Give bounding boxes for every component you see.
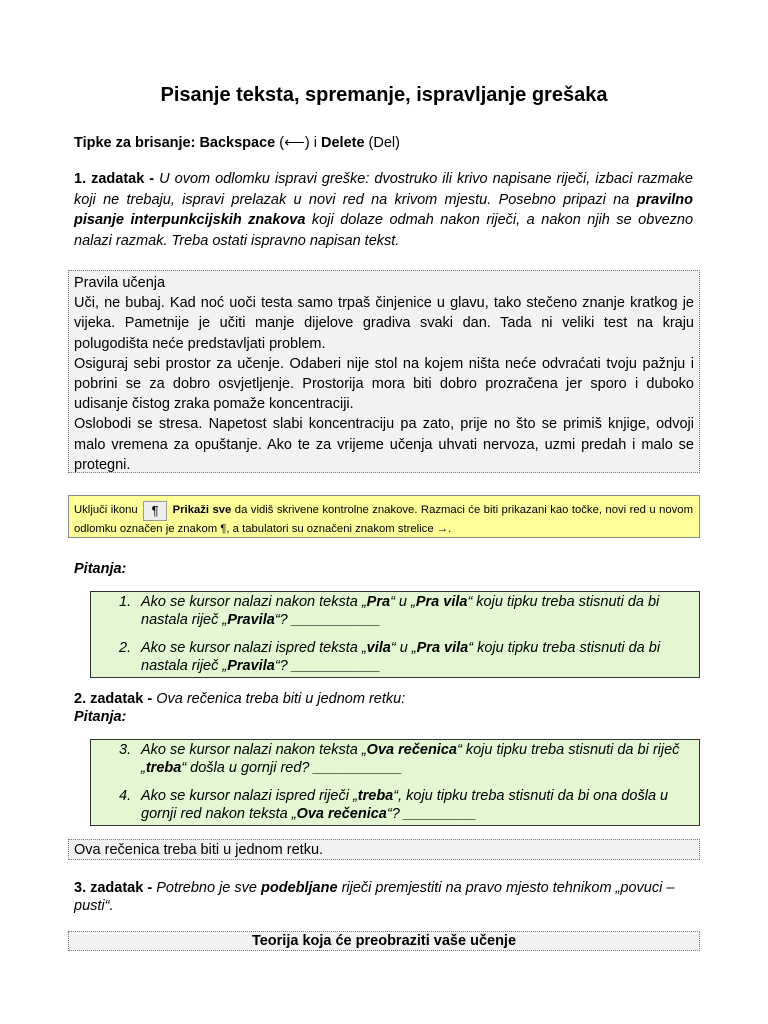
task2-text: Ova rečenica treba biti u jednom retku: — [156, 691, 406, 707]
question-text: “ u „ — [390, 594, 416, 610]
question-text: “ u „ — [390, 640, 417, 656]
question-text: Ako se kursor nalazi nakon teksta „ — [141, 742, 367, 758]
question-number: 4. — [119, 788, 132, 804]
delete-symbol: (Del) — [364, 135, 400, 151]
rules-paragraph: Osiguraj sebi prostor za učenje. Odaberi nije stol na kojem ništa neće odvraćati tvoju pažnju i pobrini se za dobro osvjetljenje. Prostorija mora biti dobro prozračena jer sporo i duboko udisanje čistog zraka pomaže koncentraciji. — [74, 355, 694, 413]
question-item — [91, 639, 691, 675]
task1-label: 1. zadatak - — [74, 171, 160, 187]
task2-instructions — [74, 690, 405, 726]
question-item — [91, 593, 691, 629]
task1-text-a: U ovom odlomku ispravi greške: dvostruko ili krivo napisane riječi, izbaci razmake koji ne trebaju, ispravi prelazak u novi red na krivom mjestu. Posebno pripazi na — [74, 171, 693, 208]
question-text: “ koju tipku treba stisnuti da bi riječ „ — [141, 742, 680, 776]
task3-instructions — [74, 879, 694, 915]
show-all-tip-box — [68, 495, 700, 538]
task2-label: 2. zadatak - — [74, 691, 157, 707]
question-emphasis: Ova rečenica — [296, 806, 387, 822]
theory-title-box[interactable]: Teorija koja će preobraziti vaše učenje — [68, 931, 700, 951]
question-emphasis: Pra — [366, 594, 391, 610]
task1-emphasis: pravilno pisanje interpunkcijskih znakova — [74, 191, 693, 228]
question-emphasis: Ova rečenica — [366, 742, 457, 758]
question-text: “ koju tipku treba stisnuti da bi nastala riječ „ — [141, 640, 661, 674]
answer-blank: “? ___________ — [274, 658, 381, 674]
question-emphasis: Pravila — [227, 658, 275, 674]
questions-label-2: Pitanja: — [74, 709, 127, 725]
page-title: Pisanje teksta, spremanje, ispravljanje grešaka — [160, 84, 608, 106]
delete-keys-line — [74, 133, 400, 153]
question-emphasis: treba — [145, 760, 182, 776]
delete-key-label: Delete — [321, 135, 365, 151]
question-emphasis: treba — [357, 788, 394, 804]
rules-paragraph: Uči, ne bubaj. Kad noć uoči testa samo trpaš činjenice u glavu, tako stečeno znanje kratkog je vijeka. Pametnije je učiti manje dijelove gradiva svaki dan. Tada ni veliki test na kraju polugodišta neće predstavljati problem. — [74, 295, 694, 352]
task1-instructions — [74, 169, 693, 251]
question-number: 3. — [119, 742, 132, 758]
question-text: Ako se kursor nalazi ispred teksta „ — [141, 640, 367, 656]
answer-blank: “ došla u gornji red? ___________ — [181, 760, 403, 776]
questions-box-1 — [90, 591, 700, 678]
question-emphasis: Pravila — [227, 612, 275, 628]
answer-blank: “? ___________ — [274, 612, 381, 628]
show-all-button-name: Prikaži sve — [172, 504, 232, 516]
question-item — [91, 741, 691, 777]
question-item — [91, 787, 691, 823]
question-number: 2. — [119, 640, 132, 656]
question-text: “, koju tipku treba stisnuti da bi ona došla u gornji red nakon teksta „ — [141, 788, 669, 822]
keys-and: i — [309, 135, 321, 151]
backspace-key-label: Backspace — [199, 135, 276, 151]
question-emphasis: Pra vila — [416, 640, 469, 656]
question-emphasis: Pra vila — [415, 594, 468, 610]
question-text: Ako se kursor nalazi nakon teksta „ — [141, 594, 367, 610]
answer-blank: “? _________ — [386, 806, 477, 822]
rules-heading: Pravila učenja — [74, 275, 166, 291]
questions-label-1: Pitanja: — [74, 561, 127, 577]
question-text: “ koju tipku treba stisnuti da bi nastala riječ „ — [141, 594, 660, 628]
pilcrow-icon[interactable]: ¶ — [143, 501, 167, 521]
questions-box-2 — [90, 739, 700, 826]
question-emphasis: vila — [366, 640, 391, 656]
tip-text-b: da vidiš skrivene kontrolne znakove. Razmaci će biti prikazani kao točke, novi red u novom odlomku označen je znakom ¶, a tabulatori su označeni znakom strelice →. — [74, 504, 693, 535]
task3-text-b: riječi premjestiti na pravo mjesto tehnikom „povuci – pusti“. — [74, 880, 675, 914]
task3-label: 3. zadatak - — [74, 880, 157, 896]
learning-rules-box[interactable] — [68, 270, 700, 473]
question-number: 1. — [119, 594, 132, 610]
tip-text-a: Uključi ikonu — [74, 504, 142, 516]
keys-lead: Tipke za brisanje: — [74, 135, 200, 151]
task1-text-b: koji dolaze odmah nakon riječi, a nakon njih se obvezno nalazi razmak. Treba ostati ispravno napisan tekst. — [74, 212, 694, 249]
backspace-symbol: (⟵) — [275, 135, 310, 151]
rules-paragraph: Oslobodi se stresa. Napetost slabi koncentraciju pa zato, prije no što se primiš knjige, odvoji malo vremena za opuštanje. Ako te za vrijeme učenja uhvati nervoza, uzmi predah i malo se protegni. — [74, 416, 694, 473]
task3-emphasis: podebljane — [261, 880, 338, 896]
single-line-text-box[interactable]: Ova rečenica treba biti u jednom retku. — [68, 839, 700, 860]
task3-text-a: Potrebno je sve — [156, 880, 261, 896]
question-text: Ako se kursor nalazi ispred riječi „ — [141, 788, 358, 804]
